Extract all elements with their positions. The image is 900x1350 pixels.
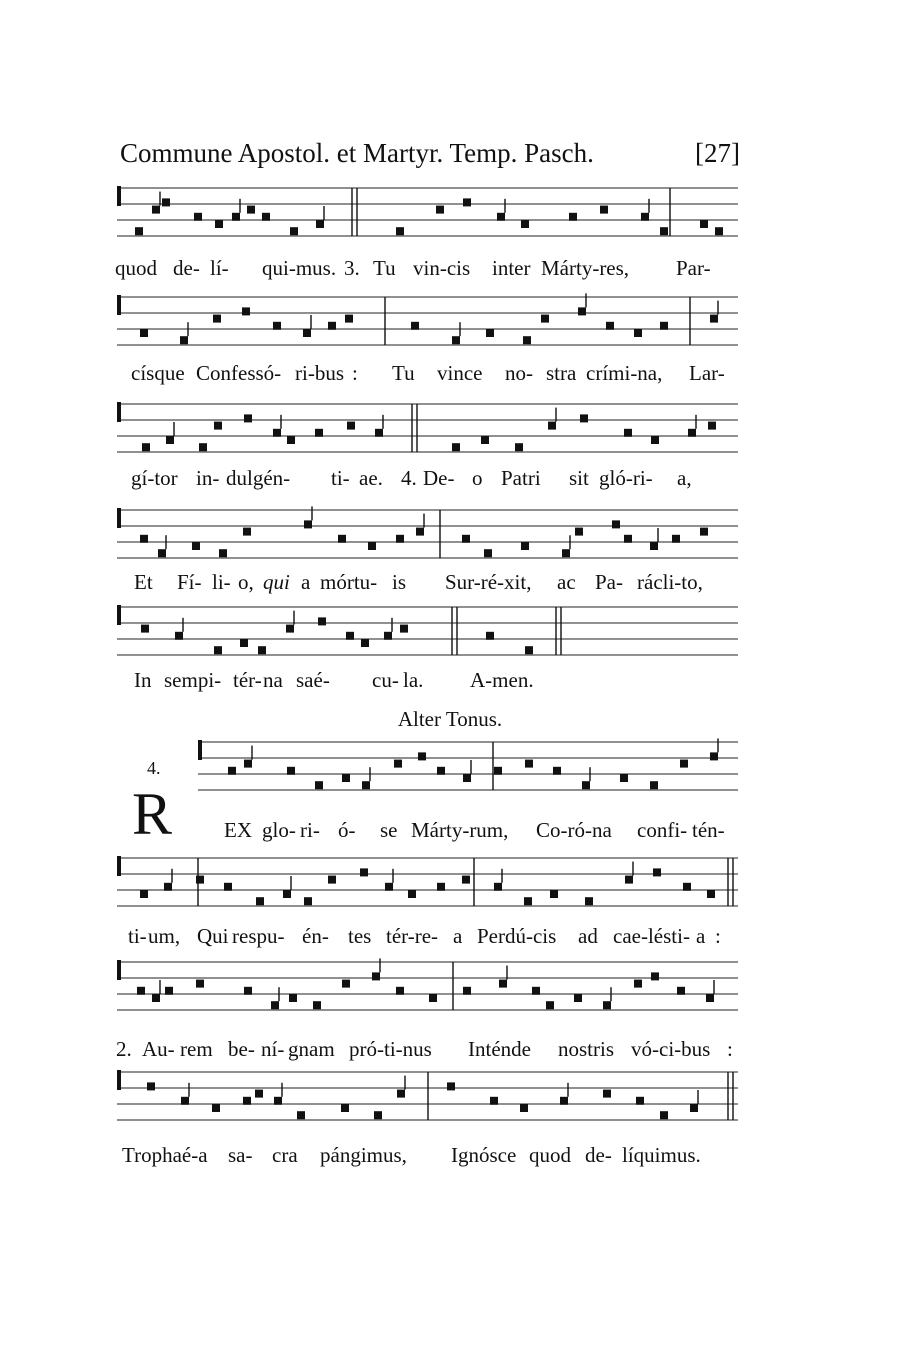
neume-note — [636, 1097, 644, 1105]
chant-staff-8 — [0, 952, 900, 1062]
page-header — [120, 138, 740, 169]
neume-note — [164, 883, 172, 891]
syllable: gló-ri- — [599, 466, 653, 490]
neume-note — [328, 322, 336, 330]
syllable: stra — [546, 361, 577, 385]
neume-note — [447, 1082, 455, 1090]
neume-note — [484, 549, 492, 557]
syllable: ad — [578, 924, 598, 948]
neume-note — [523, 336, 531, 344]
neume-note — [710, 315, 718, 323]
chant-system-7 — [0, 848, 900, 958]
neume-note — [345, 315, 353, 323]
syllable: Inténde — [468, 1037, 531, 1061]
neume-note — [463, 198, 471, 206]
page-number: [27] — [695, 138, 740, 168]
neume-note — [710, 752, 718, 760]
neume-note — [700, 528, 708, 536]
neume-note — [243, 1097, 251, 1105]
syllable: no- — [505, 361, 533, 385]
clef-mark — [117, 605, 121, 625]
syllable: rácli-to, — [637, 570, 703, 594]
neume-note — [541, 315, 549, 323]
neume-note — [418, 752, 426, 760]
neume-note — [215, 220, 223, 228]
neume-note — [521, 542, 529, 550]
syllable: Trophaé-a — [122, 1143, 208, 1167]
syllable: a — [453, 924, 463, 948]
neume-note — [634, 329, 642, 337]
syllable: dulgén- — [226, 466, 291, 490]
syllable: Lar- — [689, 361, 725, 385]
syllable: mórtu- — [320, 570, 378, 594]
neume-note — [181, 1097, 189, 1105]
syllable: rem — [180, 1037, 213, 1061]
neume-note — [199, 443, 207, 451]
syllable: tér-re- — [386, 924, 439, 948]
neume-note — [436, 206, 444, 214]
chant-system-3 — [0, 394, 900, 504]
neume-note — [651, 436, 659, 444]
neume-note — [142, 443, 150, 451]
neume-note — [304, 897, 312, 905]
syllable: la. — [403, 668, 424, 692]
neume-note — [303, 329, 311, 337]
syllable: ri-bus — [295, 361, 344, 385]
syllable: vin-cis — [413, 256, 471, 280]
syllable: glo- — [262, 818, 296, 842]
neume-note — [166, 436, 174, 444]
neume-note — [532, 987, 540, 995]
neume-note — [706, 994, 714, 1002]
neume-note — [494, 883, 502, 891]
neume-note — [700, 220, 708, 228]
syllable: tén- — [692, 818, 725, 842]
neume-note — [180, 336, 188, 344]
neume-note — [360, 868, 368, 876]
neume-note — [429, 994, 437, 1002]
neume-note — [313, 1001, 321, 1009]
neume-note — [262, 213, 270, 221]
neume-note — [494, 767, 502, 775]
syllable: li- — [212, 570, 231, 594]
neume-note — [641, 213, 649, 221]
syllable: Par- — [676, 256, 711, 280]
neume-note — [290, 227, 298, 235]
syllable: be- — [228, 1037, 255, 1061]
neume-note — [396, 987, 404, 995]
neume-note — [375, 429, 383, 437]
neume-note — [224, 883, 232, 891]
neume-note — [297, 1111, 305, 1119]
neume-note — [560, 1097, 568, 1105]
neume-note — [372, 972, 380, 980]
neume-note — [338, 535, 346, 543]
syllable: vince — [437, 361, 483, 385]
syllable: cra — [272, 1143, 298, 1167]
syllable: tér- — [233, 668, 262, 692]
neume-note — [486, 329, 494, 337]
neume-note — [315, 429, 323, 437]
syllable: én- — [302, 924, 329, 948]
neume-note — [582, 781, 590, 789]
syllable: ac — [557, 570, 576, 594]
neume-note — [385, 883, 393, 891]
syllable: Márty-rum, — [411, 818, 509, 842]
neume-note — [463, 774, 471, 782]
neume-note — [271, 1001, 279, 1009]
syllable: gnam — [288, 1037, 335, 1061]
syllable: Tu — [392, 361, 415, 385]
syllable: de- — [173, 256, 200, 280]
syllable: cu- — [372, 668, 399, 692]
neume-note — [347, 422, 355, 430]
syllable: císque — [131, 361, 185, 385]
syllable: EX — [224, 818, 252, 842]
neume-note — [620, 774, 628, 782]
neume-note — [437, 767, 445, 775]
syllable: quod — [529, 1143, 571, 1167]
neume-note — [707, 890, 715, 898]
syllable: sit — [569, 466, 589, 490]
neume-note — [342, 774, 350, 782]
syllable: inter — [492, 256, 531, 280]
neume-note — [606, 322, 614, 330]
neume-note — [562, 549, 570, 557]
neume-note — [546, 1001, 554, 1009]
syllable: cae-lésti- — [613, 924, 690, 948]
neume-note — [580, 414, 588, 422]
neume-note — [247, 206, 255, 214]
syllable: is — [392, 570, 407, 594]
neume-note — [715, 227, 723, 235]
neume-note — [137, 987, 145, 995]
neume-note — [140, 890, 148, 898]
neume-note — [416, 528, 424, 536]
syllable: líquimus. — [622, 1143, 701, 1167]
neume-note — [374, 1111, 382, 1119]
syllable: Au- — [142, 1037, 175, 1061]
neume-note — [396, 535, 404, 543]
syllable: Qui — [197, 924, 229, 948]
clef-mark — [117, 1070, 121, 1090]
initial-letter: R — [132, 781, 173, 847]
syllable: ti- — [331, 466, 350, 490]
syllable: confi- — [637, 818, 688, 842]
neume-note — [212, 1104, 220, 1112]
neume-note — [603, 1090, 611, 1098]
neume-note — [585, 897, 593, 905]
neume-note — [634, 980, 642, 988]
syllable: : — [352, 361, 358, 385]
neume-note — [575, 528, 583, 536]
neume-note — [273, 322, 281, 330]
neume-note — [408, 890, 416, 898]
neume-note — [158, 549, 166, 557]
syllable: saé- — [296, 668, 330, 692]
syllable: In — [134, 668, 152, 692]
neume-note — [688, 429, 696, 437]
syllable: ti- — [128, 924, 147, 948]
neume-note — [318, 617, 326, 625]
neume-note — [192, 542, 200, 550]
syllable: 2. — [116, 1037, 132, 1061]
neume-note — [452, 336, 460, 344]
chant-system-5 — [0, 597, 900, 707]
syllable: a — [301, 570, 311, 594]
chant-system-2 — [0, 287, 900, 397]
neume-note — [672, 535, 680, 543]
neume-note — [660, 1111, 668, 1119]
neume-note — [346, 632, 354, 640]
syllable: qui — [263, 570, 290, 594]
neume-note — [316, 220, 324, 228]
syllable: pró-ti-nus — [349, 1037, 432, 1061]
clef-mark — [117, 295, 121, 315]
neume-note — [499, 980, 507, 988]
neume-note — [624, 429, 632, 437]
neume-note — [289, 994, 297, 1002]
neume-note — [228, 767, 236, 775]
neume-note — [243, 528, 251, 536]
neume-note — [486, 632, 494, 640]
neume-note — [462, 535, 470, 543]
neume-note — [196, 876, 204, 884]
neume-note — [660, 227, 668, 235]
neume-note — [287, 767, 295, 775]
neume-note — [525, 646, 533, 654]
neume-note — [515, 443, 523, 451]
syllable: Pa- — [595, 570, 623, 594]
neume-note — [650, 781, 658, 789]
neume-note — [256, 897, 264, 905]
neume-note — [162, 198, 170, 206]
neume-note — [624, 535, 632, 543]
neume-note — [651, 972, 659, 980]
neume-note — [683, 883, 691, 891]
neume-note — [175, 632, 183, 640]
neume-note — [690, 1104, 698, 1112]
syllable: nostris — [558, 1037, 615, 1061]
neume-note — [548, 422, 556, 430]
syllable: ní- — [261, 1037, 285, 1061]
neume-note — [213, 315, 221, 323]
syllable: a, — [677, 466, 692, 490]
syllable: de- — [585, 1143, 612, 1167]
syllable: respu- — [232, 924, 285, 948]
clef-mark — [117, 856, 121, 876]
neume-note — [140, 329, 148, 337]
syllable: Fí- — [177, 570, 202, 594]
neume-note — [147, 1082, 155, 1090]
neume-note — [708, 422, 716, 430]
neume-note — [396, 227, 404, 235]
neume-note — [612, 520, 620, 528]
neume-note — [283, 890, 291, 898]
neume-note — [578, 307, 586, 315]
neume-note — [140, 535, 148, 543]
syllable: na — [263, 668, 283, 692]
neume-note — [660, 322, 668, 330]
syllable: Ignósce — [451, 1143, 517, 1167]
syllable: gí-tor — [131, 466, 178, 490]
neume-note — [258, 646, 266, 654]
syllable: a — [696, 924, 706, 948]
neume-note — [232, 213, 240, 221]
neume-note — [677, 987, 685, 995]
chant-system-8 — [0, 952, 900, 1062]
neume-note — [553, 767, 561, 775]
neume-note — [274, 1097, 282, 1105]
syllable: tes — [348, 924, 372, 948]
neume-note — [152, 206, 160, 214]
page-title: Commune Apostol. et Martyr. Temp. Pasch. — [120, 138, 594, 168]
syllable: : — [715, 924, 721, 948]
syllable: 3. — [344, 256, 360, 280]
syllable: Et — [134, 570, 153, 594]
neume-note — [304, 520, 312, 528]
neume-note — [219, 549, 227, 557]
syllable: o — [472, 466, 483, 490]
neume-note — [520, 1104, 528, 1112]
syllable: quod — [115, 256, 157, 280]
neume-note — [497, 213, 505, 221]
neume-note — [550, 890, 558, 898]
neume-note — [481, 436, 489, 444]
neume-note — [152, 994, 160, 1002]
mode-number: 4. — [147, 758, 161, 778]
syllable: o, — [238, 570, 254, 594]
syllable: : — [727, 1037, 733, 1061]
neume-note — [600, 206, 608, 214]
neume-note — [341, 1104, 349, 1112]
neume-note — [141, 625, 149, 633]
neume-note — [394, 760, 402, 768]
syllable: Patri — [501, 466, 541, 490]
neume-note — [244, 414, 252, 422]
syllable: um, — [148, 924, 181, 948]
neume-note — [524, 897, 532, 905]
neume-note — [214, 646, 222, 654]
neume-note — [653, 868, 661, 876]
neume-note — [240, 639, 248, 647]
neume-note — [194, 213, 202, 221]
neume-note — [165, 987, 173, 995]
syllable: De- — [423, 466, 455, 490]
syllable: qui-mus. — [262, 256, 337, 280]
syllable: vó-ci-bus — [631, 1037, 711, 1061]
syllable: Confessó- — [196, 361, 282, 385]
neume-note — [273, 429, 281, 437]
neume-note — [287, 436, 295, 444]
neume-note — [255, 1090, 263, 1098]
syllable: Co-ró-na — [536, 818, 612, 842]
clef-mark — [117, 402, 121, 422]
syllable: Tu — [373, 256, 396, 280]
chant-system-4 — [0, 500, 900, 610]
neume-note — [342, 980, 350, 988]
syllable: crími-na, — [586, 361, 663, 385]
neume-note — [135, 227, 143, 235]
syllable: 4. — [401, 466, 417, 490]
syllable: sa- — [228, 1143, 253, 1167]
section-subtitle: Alter Tonus. — [397, 707, 503, 731]
neume-note — [315, 781, 323, 789]
syllable: A-men. — [470, 668, 534, 692]
chant-system-6 — [0, 732, 900, 847]
neume-note — [328, 876, 336, 884]
neume-note — [196, 980, 204, 988]
neume-note — [242, 307, 250, 315]
syllable: lí- — [210, 256, 229, 280]
syllable: in- — [196, 466, 220, 490]
neume-note — [437, 883, 445, 891]
neume-note — [490, 1097, 498, 1105]
neume-note — [244, 760, 252, 768]
clef-mark — [117, 508, 121, 528]
neume-note — [603, 1001, 611, 1009]
neume-note — [625, 876, 633, 884]
neume-note — [411, 322, 419, 330]
syllable: Márty-res, — [541, 256, 630, 280]
syllable: ae. — [359, 466, 383, 490]
syllable: Sur-ré-xit, — [445, 570, 532, 594]
neume-note — [214, 422, 222, 430]
clef-mark — [117, 960, 121, 980]
clef-mark — [198, 740, 202, 760]
neume-note — [463, 987, 471, 995]
neume-note — [680, 760, 688, 768]
neume-note — [452, 443, 460, 451]
neume-note — [525, 760, 533, 768]
neume-note — [569, 213, 577, 221]
chant-system-9 — [0, 1062, 900, 1172]
syllable: ó- — [338, 818, 356, 842]
chant-system-1 — [0, 178, 900, 288]
neume-note — [521, 220, 529, 228]
syllable: se — [380, 818, 398, 842]
neume-note — [361, 639, 369, 647]
neume-note — [384, 632, 392, 640]
neume-note — [362, 781, 370, 789]
syllable: sempi- — [164, 668, 222, 692]
neume-note — [462, 876, 470, 884]
neume-note — [397, 1090, 405, 1098]
neume-note — [368, 542, 376, 550]
clef-mark — [117, 186, 121, 206]
syllable: pángimus, — [320, 1143, 407, 1167]
syllable: Perdú-cis — [477, 924, 557, 948]
neume-note — [400, 625, 408, 633]
neume-note — [286, 625, 294, 633]
neume-note — [244, 987, 252, 995]
neume-note — [574, 994, 582, 1002]
syllable: ri- — [300, 818, 320, 842]
neume-note — [650, 542, 658, 550]
